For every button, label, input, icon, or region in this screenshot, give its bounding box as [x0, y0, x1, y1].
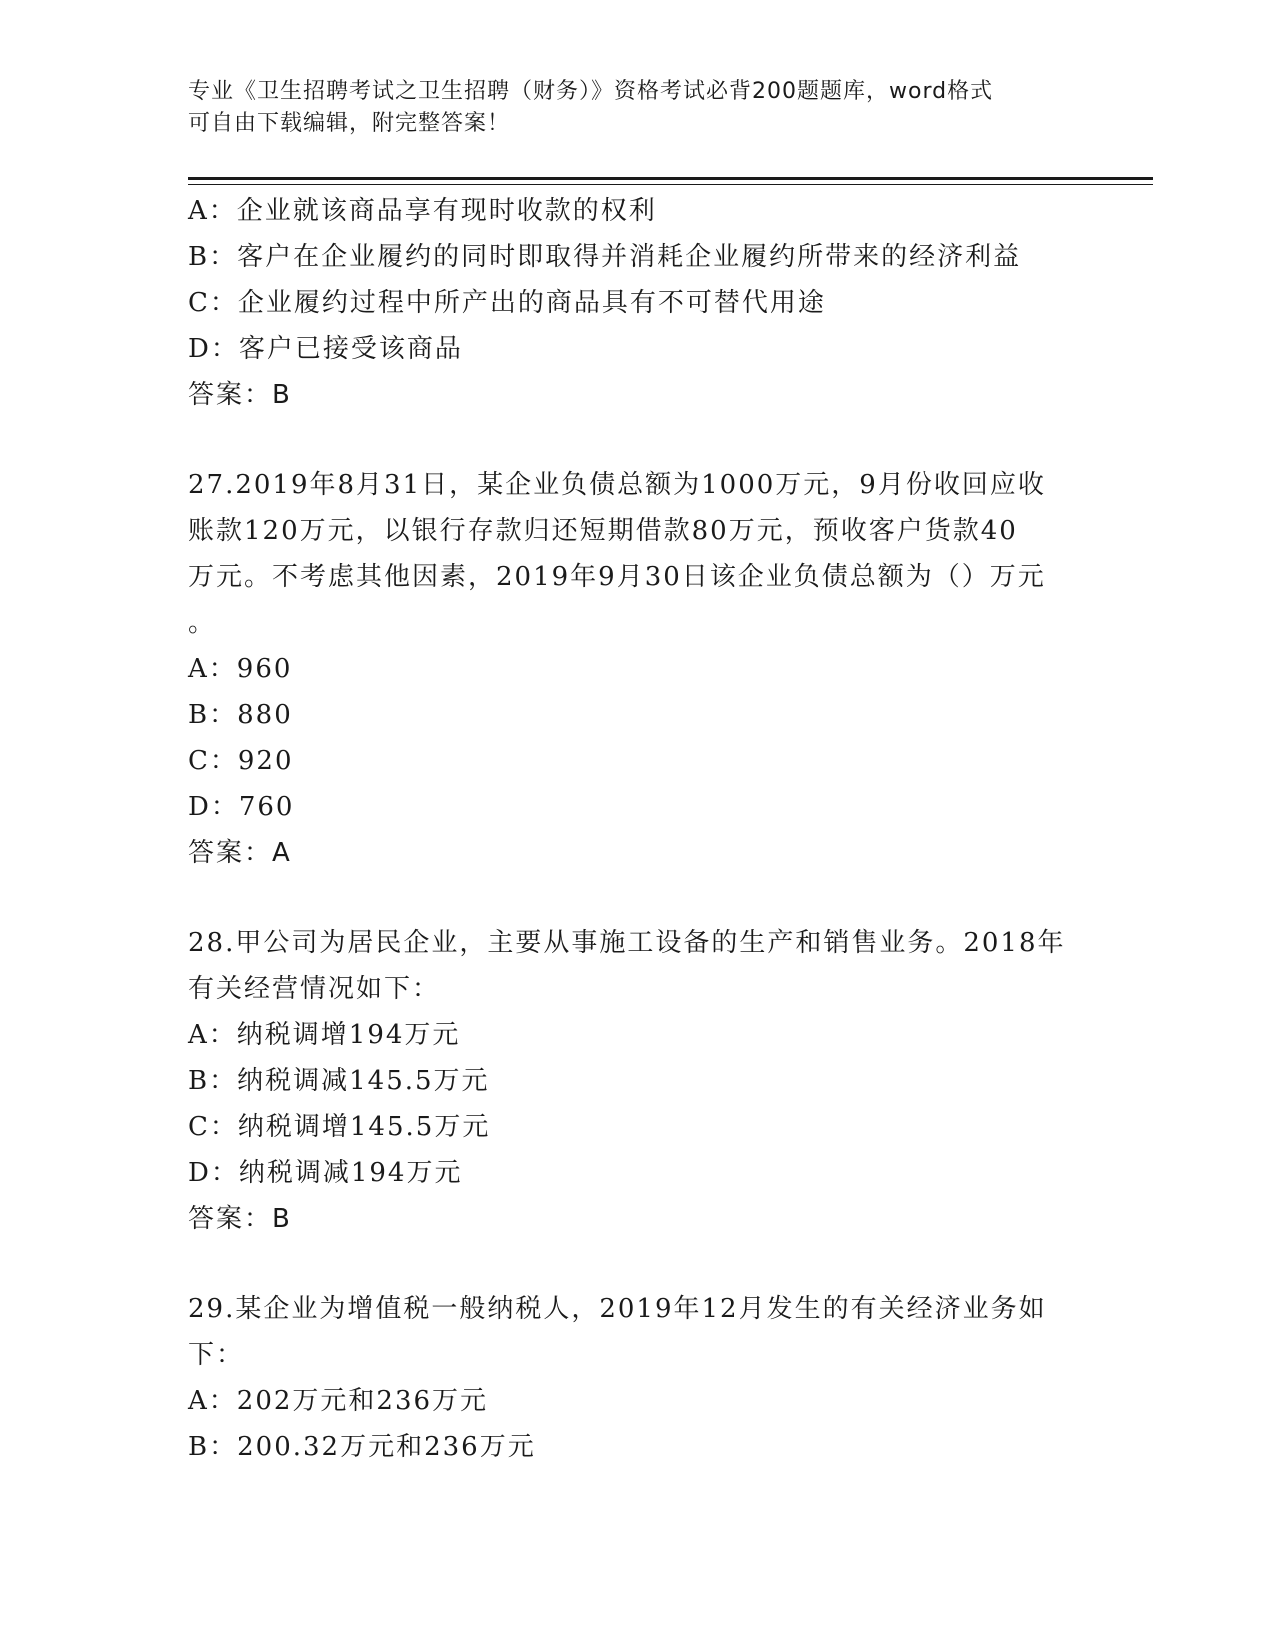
- stem-line: 。: [188, 608, 217, 638]
- stem-line: 账款120万元，以银行存款归还短期借款80万元，预收客户货款40: [188, 516, 1018, 546]
- option-d: D：客户已接受该商品: [188, 334, 463, 364]
- header-title-line-1: 专业《卫生招聘考试之卫生招聘（财务）》资格考试必背200题题库，word格式: [188, 79, 994, 104]
- question-28: [188, 920, 1118, 1242]
- question-stem: [188, 462, 1118, 646]
- question-list: [188, 188, 1118, 1470]
- answer: 答案：B: [188, 380, 292, 410]
- document-header: [188, 76, 1088, 140]
- option-b: B：200.32万元和236万元: [188, 1432, 536, 1462]
- option-b: B：纳税调减145.5万元: [188, 1066, 490, 1096]
- option-b: B：客户在企业履约的同时即取得并消耗企业履约所带来的经济利益: [188, 242, 1022, 272]
- stem-line: 29.某企业为增值税一般纳税人，2019年12月发生的有关经济业务如: [188, 1294, 1047, 1324]
- question-29: [188, 1286, 1118, 1470]
- header-divider-thick: [188, 177, 1153, 180]
- option-a: A：960: [188, 654, 293, 684]
- stem-line: 有关经营情况如下：: [188, 974, 441, 1004]
- option-c: C：纳税调增145.5万元: [188, 1112, 491, 1142]
- option-c: C：920: [188, 746, 294, 776]
- option-d: D：纳税调减194万元: [188, 1158, 463, 1188]
- question-spacer: [188, 1242, 1118, 1286]
- question-27: [188, 462, 1118, 876]
- option-a: A：企业就该商品享有现时收款的权利: [188, 196, 657, 226]
- stem-line: 下：: [188, 1340, 245, 1370]
- option-b: B：880: [188, 700, 293, 730]
- question-spacer: [188, 876, 1118, 920]
- option-d: D：760: [188, 792, 295, 822]
- option-a: A：202万元和236万元: [188, 1386, 489, 1416]
- stem-line: 万元。不考虑其他因素，2019年9月30日该企业负债总额为（）万元: [188, 562, 1046, 592]
- question-stem: [188, 1286, 1118, 1378]
- stem-line: 28.甲公司为居民企业，主要从事施工设备的生产和销售业务。2018年: [188, 928, 1066, 958]
- option-a: A：纳税调增194万元: [188, 1020, 461, 1050]
- question-stem: [188, 920, 1118, 1012]
- question-26: [188, 188, 1118, 418]
- answer: 答案：A: [188, 838, 292, 868]
- header-title-line-2: 可自由下载编辑，附完整答案！: [188, 111, 511, 136]
- stem-line: 27.2019年8月31日，某企业负债总额为1000万元，9月份收回应收: [188, 470, 1046, 500]
- answer: 答案：B: [188, 1204, 292, 1234]
- option-c: C：企业履约过程中所产出的商品具有不可替代用途: [188, 288, 826, 318]
- question-spacer: [188, 418, 1118, 462]
- header-divider-thin: [188, 184, 1153, 185]
